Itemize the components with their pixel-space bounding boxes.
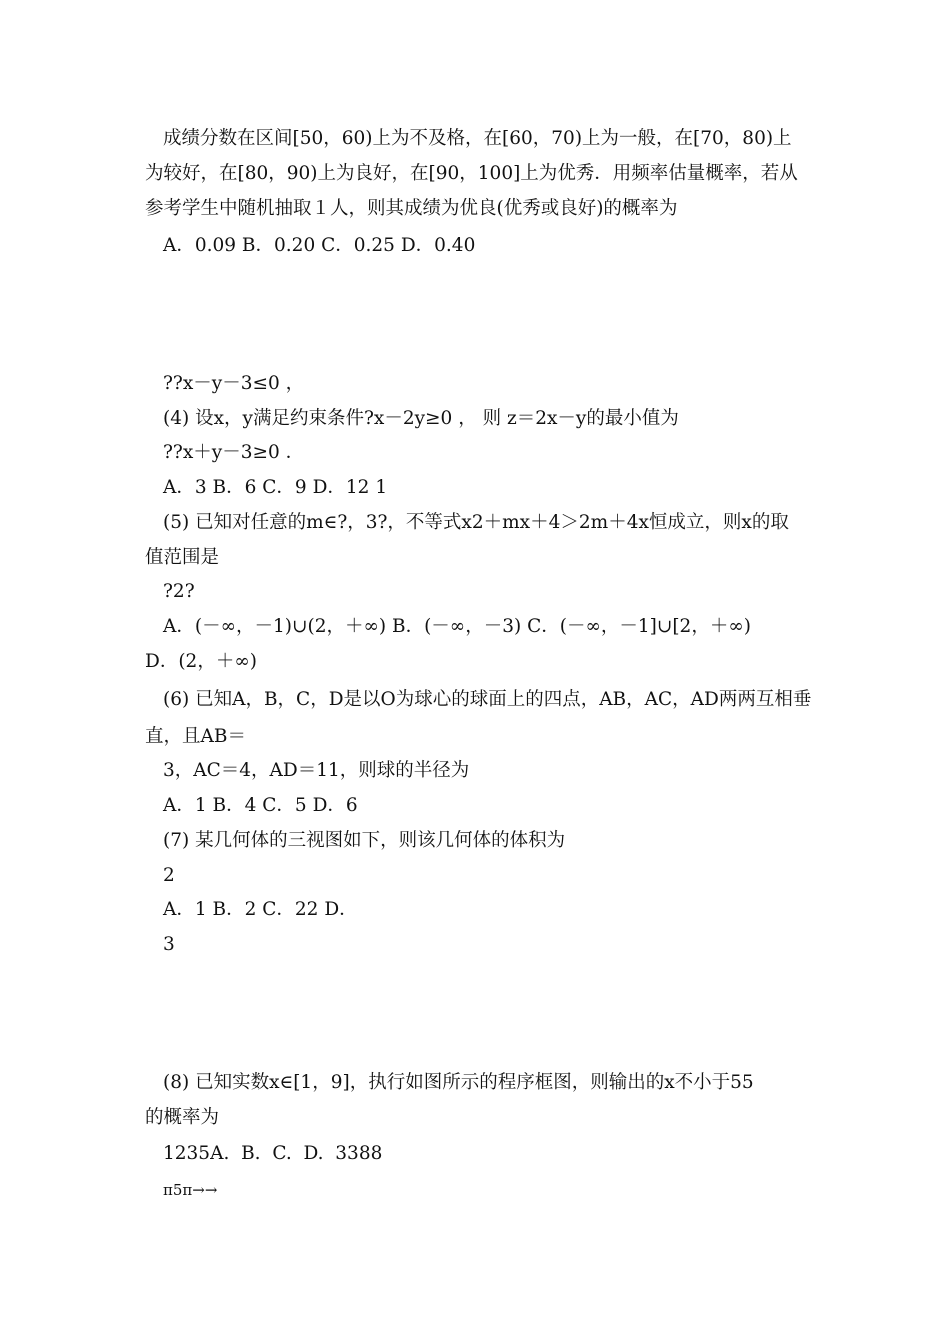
text-line: ??x－y－3≤0 ， [163,373,305,394]
answer-choices: A．1 B．2 C．22 D． [163,899,358,920]
question-4: (4) 设x，y满足约束条件?x－2y≥0 ， 则 z＝2x－y的最小值为 [163,408,679,429]
question-5: (5) 已知对任意的m∈?，3?，不等式x2＋mx＋4＞2m＋4x恒成立，则x的取 [163,512,789,533]
text-line: 成绩分数在区间[50，60)上为不及格，在[60，70)上为一般，在[70，80)上 [163,128,792,149]
text-line: 值范围是 [145,547,220,568]
text-line: π5π→→ [163,1181,218,1199]
question-6: (6) 已知A，B，C，D是以O为球心的球面上的四点，AB，AC，AD两两互相垂 [163,689,812,710]
text-line: 参考学生中随机抽取１人，则其成绩为优良(优秀或良好)的概率为 [145,198,678,219]
text-line: 的概率为 [145,1107,220,1128]
answer-choices: A．3 B．6 C．9 D．12 1 [163,477,388,498]
question-8: (8) 已知实数x∈[1，9]，执行如图所示的程序框图，则输出的x不小于55 [163,1072,754,1093]
answer-choices: D．(2，＋∞) [145,651,257,672]
answer-choices: 1235A. B. C. D. 3388 [163,1143,383,1164]
text-line: 3，AC＝4，AD＝11，则球的半径为 [163,760,470,781]
text-line: ?2? [163,581,195,602]
text-line: 3 [163,934,175,955]
question-7: (7) 某几何体的三视图如下，则该几何体的体积为 [163,830,566,851]
answer-choices: A．(－∞，－1)∪(2，＋∞) B．(－∞，－3) C．(－∞，－1]∪[2，＋∞) [163,616,751,637]
answer-choices: A．1 B．4 C．5 D．6 [163,795,358,816]
text-line: 2 [163,865,175,886]
text-line: 直，且AB＝ [145,726,246,747]
text-line: 为较好，在[80，90)上为良好，在[90，100]上为优秀．用频率估量概率，若从 [145,163,798,184]
text-line: ??x＋y－3≥0 ． [163,442,305,463]
answer-choices: A．0.09 B．0.20 C．0.25 D．0.40 [163,235,476,256]
